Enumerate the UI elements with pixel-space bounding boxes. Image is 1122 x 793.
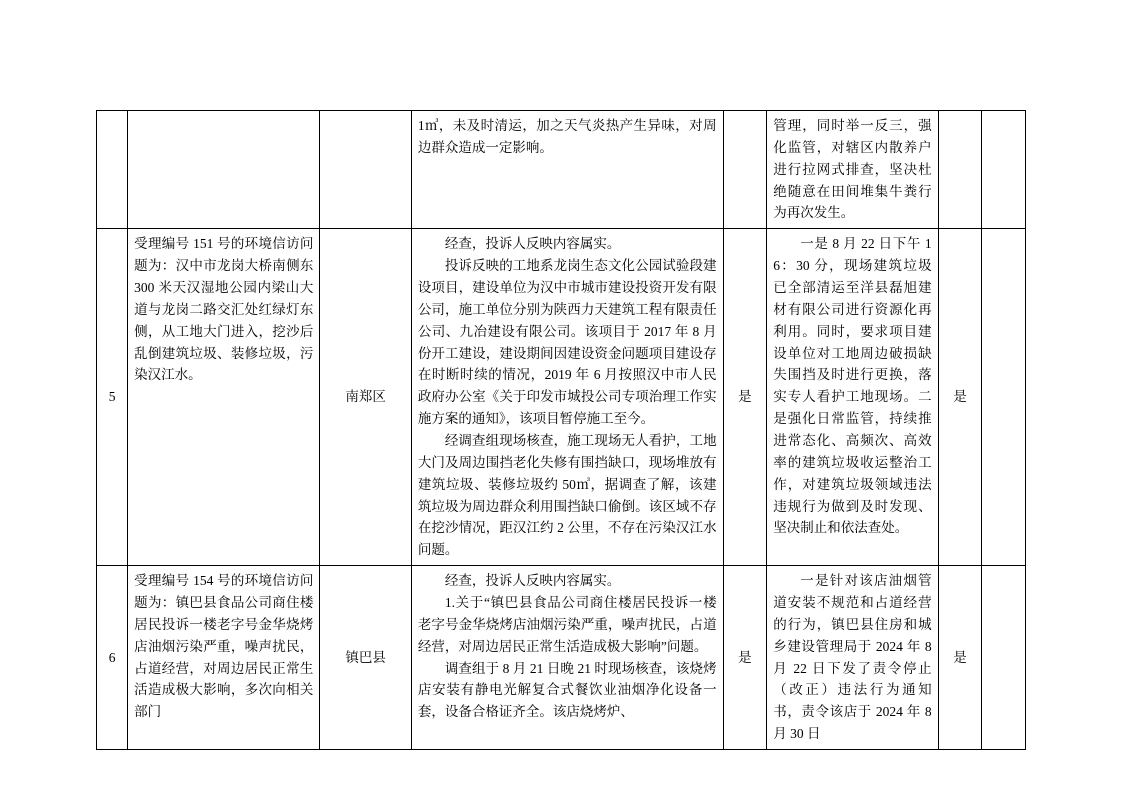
table-row — [97, 566, 1026, 750]
result-paragraph: 管理，同时举一反三，强化监管，对辖区内散养户进行拉网式排查，坚决杜绝随意在田间堆集牛粪行为再次发生。 — [773, 118, 932, 221]
detail-paragraph: 经查，投诉人反映内容属实。 — [444, 573, 621, 589]
row-extra — [982, 566, 1026, 750]
row-area — [320, 111, 411, 229]
row-detail — [411, 229, 723, 566]
row-closed-flag: 是 — [938, 229, 982, 566]
row-issue: 受理编号 154 号的环境信访问题为：镇巴县食品公司商住楼居民投诉一楼老字号金华烧烤店油烟污染严重，噪声扰民，占道经营，对周边居民正常生活造成极大影响，多次向相关部门 — [128, 566, 320, 750]
result-paragraph: 一是 8 月 22 日下午 16：30 分，现场建筑垃圾已全部清运至洋县磊旭建材有限公司进行资源化再利用。同时，要求项目建设单位对工地周边破损缺失围挡及时进行更换，落实专人看护工地现场。二是强化日常监管，持续推进常态化、高频次、高效率的建筑垃圾收运整治工作，对建筑垃圾领域违法违规行为做到及时发现、坚决制止和依法查处。 — [773, 236, 932, 536]
row-index: 6 — [97, 566, 128, 750]
row-closed-flag — [938, 111, 982, 229]
detail-paragraph: 投诉反映的工地系龙岗生态文化公园试验段建设项目，建设单位为汉中市城市建设投资开发有限公司，施工单位分别为陕西力天建筑工程有限责任公司、九冶建设有限公司。该项目于 2017 年 8 月份开工建设，建设期间因建设资金问题项目建设存在时断时续的情况，2019 年 6 月按照汉中市人民政府办公室《关于印发市城投公司专项治理工作实施方案的通知》，该项目暂停施工至今。 — [417, 258, 717, 427]
row-verified-flag: 是 — [723, 566, 767, 750]
issues-table — [96, 110, 1026, 750]
row-verified-flag — [723, 111, 767, 229]
row-result — [767, 566, 938, 750]
result-paragraph: 一是针对该店油烟管道安装不规范和占道经营的行为，镇巴县住房和城乡建设管理局于 2024 年 8 月 22 日下发了责令停止（改正）违法行为通知书，责令该店于 2024 年 8 月 30 日 — [773, 573, 932, 742]
detail-paragraph: 调查组于 8 月 21 日晚 21 时现场核查，该烧烤店安装有静电光解复合式餐饮业油烟净化设备一套，设备合格证齐全。该店烧烤炉、 — [417, 660, 717, 720]
row-detail — [411, 111, 723, 229]
detail-paragraph: 经调查组现场核查，施工现场无人看护，工地大门及周边围挡老化失修有围挡缺口，现场堆放有建筑垃圾、装修垃圾约 50㎥，据调查了解，该建筑垃圾为周边群众利用围挡缺口偷倒。该区域不存在挖沙情况，距汉江约 2 公里，不存在污染汉江水问题。 — [417, 433, 717, 558]
row-closed-flag: 是 — [938, 566, 982, 750]
detail-paragraph: 1㎥，未及时清运，加之天气炎热产生异味，对周边群众造成一定影响。 — [417, 118, 717, 155]
detail-paragraph: 经查，投诉人反映内容属实。 — [444, 236, 621, 252]
row-area: 镇巴县 — [320, 566, 411, 750]
row-extra — [982, 111, 1026, 229]
table-row — [97, 229, 1026, 566]
table-row — [97, 111, 1026, 229]
row-issue — [128, 111, 320, 229]
row-index: 5 — [97, 229, 128, 566]
row-verified-flag: 是 — [723, 229, 767, 566]
row-result — [767, 111, 938, 229]
row-index — [97, 111, 128, 229]
detail-paragraph: 1.关于“镇巴县食品公司商住楼居民投诉一楼老字号金华烧烤店油烟污染严重，噪声扰民，占道经营，对周边居民正常生活造成极大影响”问题。 — [417, 595, 717, 654]
row-issue: 受理编号 151 号的环境信访问题为：汉中市龙岗大桥南侧东 300 米天汉湿地公园内梁山大道与龙岗二路交汇处红绿灯东侧，从工地大门进入，挖沙后乱倒建筑垃圾、装修垃圾，污染汉江水。 — [128, 229, 320, 566]
row-extra — [982, 229, 1026, 566]
row-detail — [411, 566, 723, 750]
row-result — [767, 229, 938, 566]
row-area: 南郑区 — [320, 229, 411, 566]
